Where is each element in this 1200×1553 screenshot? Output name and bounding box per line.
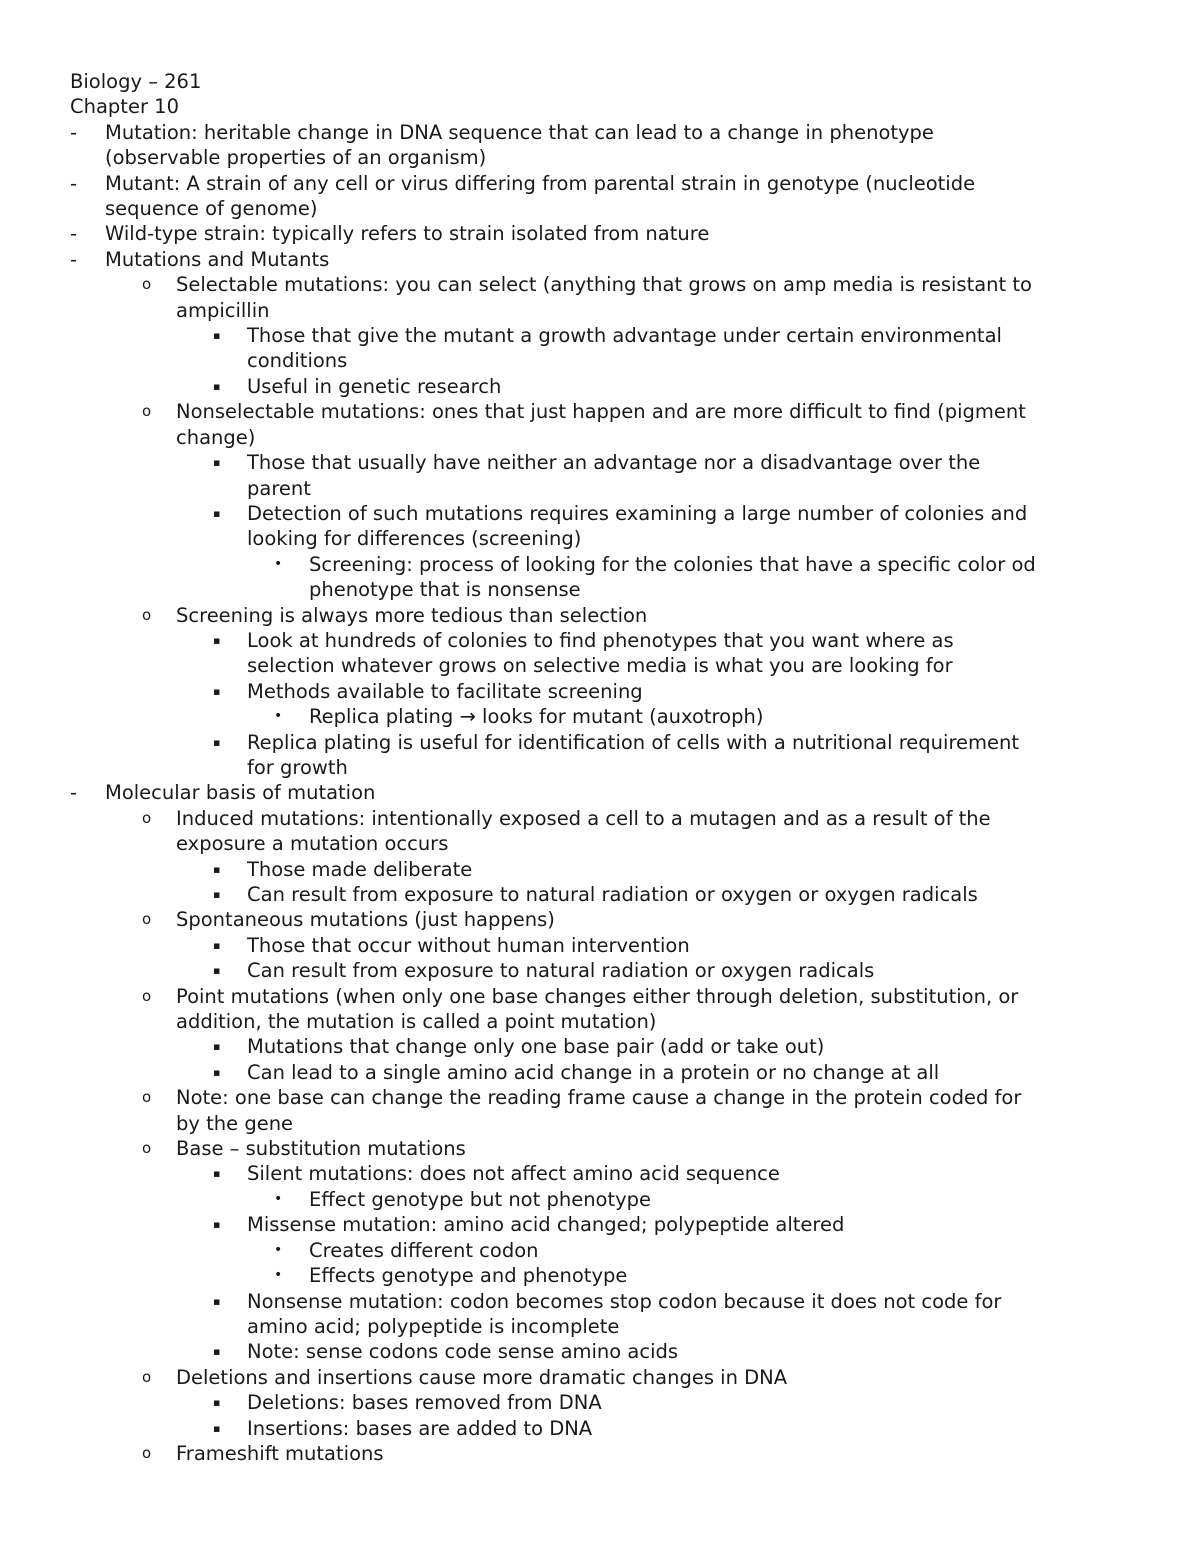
list-item-continuation (70, 298, 1150, 323)
list-item-text: exposure a mutation occurs (176, 832, 449, 856)
list-item (70, 221, 1150, 246)
list-item-text: Those that give the mutant a growth advantage under certain environmental (247, 324, 1002, 348)
list-item (70, 171, 1150, 196)
list-item-continuation (70, 1111, 1150, 1136)
list-item-text: Induced mutations: intentionally exposed a cell to a mutagen and as a result of the (176, 806, 991, 830)
list-item (70, 933, 1150, 958)
list-item-text: ampicillin (176, 298, 270, 322)
bullet-square-icon: ▪ (213, 735, 221, 749)
list-item-text: Spontaneous mutations (just happens) (176, 908, 555, 932)
bullet-circle-icon: o (142, 1367, 152, 1386)
list-item (70, 806, 1150, 831)
list-item (70, 780, 1150, 805)
list-item (70, 1238, 1150, 1263)
list-item-text: looking for differences (screening) (247, 527, 582, 551)
list-item (70, 1060, 1150, 1085)
list-item (70, 501, 1150, 526)
list-item-text: (observable properties of an organism) (105, 146, 487, 170)
bullet-circle-icon: o (142, 402, 152, 421)
list-item (70, 603, 1150, 628)
bullet-square-icon: ▪ (213, 1167, 221, 1181)
list-item (70, 272, 1150, 297)
list-item-continuation (70, 145, 1150, 170)
bullet-dot-icon: • (274, 1241, 283, 1258)
bullet-dash-icon: - (70, 781, 78, 805)
list-item (70, 450, 1150, 475)
bullet-dash-icon: - (70, 247, 78, 271)
list-item-text: Mutations and Mutants (105, 247, 330, 271)
list-item-text: Frameshift mutations (176, 1441, 384, 1465)
list-item-text: Missense mutation: amino acid changed; polypeptide altered (247, 1213, 845, 1237)
bullet-square-icon: ▪ (213, 1065, 221, 1079)
list-item-text: Nonsense mutation: codon becomes stop codon because it does not code for (247, 1289, 1002, 1313)
list-item (70, 679, 1150, 704)
bullet-circle-icon: o (142, 986, 152, 1005)
list-item-text: change) (176, 425, 256, 449)
list-item (70, 1390, 1150, 1415)
list-item (70, 247, 1150, 272)
list-item-text: sequence of genome) (105, 197, 318, 221)
list-item (70, 399, 1150, 424)
list-item-text: Mutation: heritable change in DNA sequence that can lead to a change in phenotype (105, 120, 934, 144)
bullet-circle-icon: o (142, 1088, 152, 1107)
list-item-text: Replica plating is useful for identification of cells with a nutritional requirement (247, 730, 1020, 754)
list-item-continuation (70, 1009, 1150, 1034)
notes-outline (70, 120, 1150, 1467)
list-item-continuation (70, 476, 1150, 501)
list-item (70, 1339, 1150, 1364)
bullet-square-icon: ▪ (213, 888, 221, 901)
list-item (70, 857, 1150, 882)
course-title: Biology – 261 (70, 70, 202, 93)
list-item-continuation (70, 425, 1150, 450)
list-item-text: Effect genotype but not phenotype (309, 1187, 652, 1211)
bullet-square-icon: ▪ (213, 633, 221, 647)
list-item-continuation (70, 755, 1150, 780)
list-item (70, 1416, 1150, 1441)
list-item-text: Silent mutations: does not affect amino acid sequence (247, 1162, 780, 1186)
list-item (70, 323, 1150, 348)
bullet-circle-icon: o (142, 1139, 152, 1158)
list-item (70, 1263, 1150, 1288)
list-item-text: Detection of such mutations requires examining a large number of colonies and (247, 501, 1028, 525)
list-item-continuation (70, 196, 1150, 221)
list-item (70, 628, 1150, 653)
list-item-text: Can result from exposure to natural radiation or oxygen or oxygen radicals (247, 883, 978, 906)
list-item (70, 374, 1150, 399)
list-item-text: Replica plating → looks for mutant (auxotroph) (309, 705, 764, 729)
bullet-square-icon: ▪ (213, 1396, 221, 1410)
bullet-circle-icon: o (142, 275, 152, 294)
list-item-text: Point mutations (when only one base changes either through deletion, substitution, or (176, 984, 1019, 1008)
list-item-text: Screening: process of looking for the colonies that have a specific color od (309, 552, 1036, 576)
list-item-text: Base – substitution mutations (176, 1137, 466, 1161)
list-item-text: Effects genotype and phenotype (309, 1264, 628, 1288)
list-item (70, 120, 1150, 145)
list-item (70, 1136, 1150, 1161)
list-item-text: Molecular basis of mutation (105, 781, 376, 805)
bullet-square-icon: ▪ (213, 329, 221, 343)
list-item-continuation (70, 1314, 1150, 1339)
list-item-text: Wild-type strain: typically refers to strain isolated from nature (105, 222, 710, 246)
list-item-continuation (70, 577, 1150, 602)
list-item-text: Those made deliberate (247, 857, 473, 881)
list-item-continuation (70, 653, 1150, 678)
list-item-text: Selectable mutations: you can select (anything that grows on amp media is resistant to (176, 273, 1032, 297)
bullet-square-icon: ▪ (213, 938, 221, 952)
list-item-text: Screening is always more tedious than selection (176, 603, 648, 627)
list-item-text: for growth (247, 755, 348, 779)
bullet-square-icon: ▪ (213, 964, 221, 978)
bullet-square-icon: ▪ (213, 506, 221, 520)
list-item (70, 552, 1150, 577)
list-item-text: amino acid; polypeptide is incomplete (247, 1314, 620, 1338)
list-item-text: Those that occur without human intervention (247, 933, 690, 957)
list-item (70, 1289, 1150, 1314)
list-item (70, 1365, 1150, 1390)
list-item (70, 1161, 1150, 1186)
list-item-continuation (70, 526, 1150, 551)
list-item-text: parent (247, 476, 311, 500)
bullet-square-icon: ▪ (213, 1218, 221, 1232)
bullet-circle-icon: o (142, 808, 152, 827)
list-item-text: Methods available to facilitate screening (247, 679, 643, 703)
list-item (70, 984, 1150, 1009)
bullet-square-icon: ▪ (213, 1421, 221, 1435)
bullet-square-icon: ▪ (213, 456, 221, 470)
bullet-circle-icon: o (142, 605, 152, 624)
document-page (70, 69, 1150, 1466)
list-item-text: conditions (247, 349, 348, 373)
list-item-continuation (70, 348, 1150, 373)
list-item (70, 1441, 1150, 1466)
bullet-dash-icon: - (70, 171, 78, 195)
list-item-text: selection whatever grows on selective media is what you are looking for (247, 654, 953, 678)
list-item-text: Creates different codon (309, 1238, 539, 1262)
list-item-text: Deletions: bases removed from DNA (247, 1391, 602, 1415)
list-item-text: Note: sense codons code sense amino acids (247, 1340, 679, 1364)
list-item (70, 1187, 1150, 1212)
list-item-text: Deletions and insertions cause more dramatic changes in DNA (176, 1365, 788, 1389)
list-item-text: Useful in genetic research (247, 374, 502, 398)
list-item (70, 1212, 1150, 1237)
list-item-text: Mutations that change only one base pair (add or take out) (247, 1035, 825, 1059)
list-item-text: Those that usually have neither an advantage nor a disadvantage over the (247, 451, 981, 475)
list-item (70, 704, 1150, 729)
list-item (70, 730, 1150, 755)
bullet-square-icon: ▪ (213, 379, 221, 393)
list-item (70, 958, 1150, 983)
bullet-dash-icon: - (70, 120, 78, 144)
list-item (70, 907, 1150, 932)
bullet-circle-icon: o (142, 1443, 152, 1462)
bullet-dash-icon: - (70, 222, 78, 246)
list-item-text: Insertions: bases are added to DNA (247, 1416, 593, 1440)
list-item-text: Look at hundreds of colonies to find phenotypes that you want where as (247, 628, 954, 652)
bullet-circle-icon: o (142, 910, 152, 929)
bullet-dot-icon: • (274, 1190, 283, 1207)
list-item-continuation (70, 831, 1150, 856)
bullet-square-icon: ▪ (213, 1345, 221, 1359)
bullet-square-icon: ▪ (213, 862, 221, 876)
bullet-dot-icon: • (274, 555, 283, 572)
list-item-text: by the gene (176, 1111, 294, 1135)
chapter-title: Chapter 10 (70, 95, 179, 119)
list-item (70, 1085, 1150, 1110)
list-item-text: Mutant: A strain of any cell or virus differing from parental strain in genotype (nucleotide (105, 171, 976, 195)
bullet-square-icon: ▪ (213, 1294, 221, 1308)
bullet-dot-icon: • (274, 1267, 283, 1284)
bullet-square-icon: ▪ (213, 1040, 221, 1054)
list-item-text: Note: one base can change the reading frame cause a change in the protein coded for (176, 1086, 1022, 1110)
list-item-text: Can lead to a single amino acid change in a protein or no change at all (247, 1060, 940, 1084)
bullet-dot-icon: • (274, 708, 283, 725)
list-item-text: phenotype that is nonsense (309, 578, 581, 602)
list-item (70, 1034, 1150, 1059)
list-item-text: addition, the mutation is called a point mutation) (176, 1010, 657, 1034)
list-item-text: Can result from exposure to natural radiation or oxygen radicals (247, 959, 875, 983)
bullet-square-icon: ▪ (213, 684, 221, 698)
list-item (70, 882, 1150, 907)
list-item-text: Nonselectable mutations: ones that just happen and are more difficult to find (pigment (176, 400, 1026, 424)
